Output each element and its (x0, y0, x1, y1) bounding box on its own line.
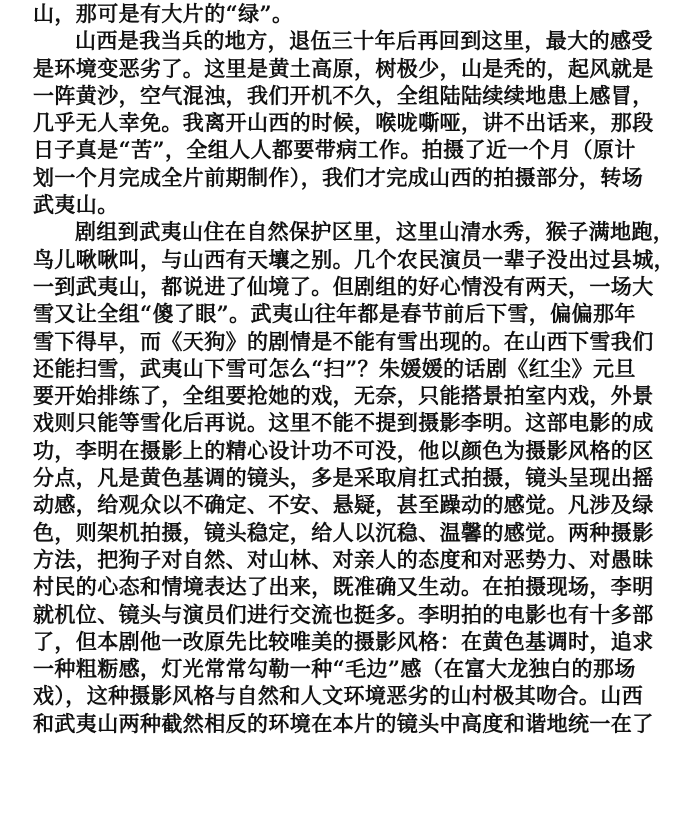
text-line: 动感，给观众以不确定、不安、悬疑，甚至躁动的感觉。凡涉及绿 (33, 492, 654, 518)
text-line: 色，则架机拍摄，镜头稳定，给人以沉稳、温馨的感觉。两种摄影 (33, 519, 654, 545)
text-line: 划一个月完成全片前期制作），我们才完成山西的拍摄部分，转场 (33, 164, 644, 190)
text-line: 雪又让全组“傻了眼”。武夷山往年都是春节前后下雪，偏偏那年 (33, 301, 636, 327)
text-line: 一阵黄沙，空气混浊，我们开机不久，全组陆陆续续地患上感冒， (33, 82, 654, 108)
text-line: 功，李明在摄影上的精心设计功不可没，他以颜色为摄影风格的区 (33, 437, 654, 463)
text-line: 剧组到武夷山住在自然保护区里，这里山清水秀，猴子满地跑， (75, 219, 675, 245)
text-line: 山西是我当兵的地方，退伍三十年后再回到这里，最大的感受 (75, 28, 653, 54)
text-line: 方法，把狗子对自然、对山林、对亲人的态度和对恶势力、对愚昧 (33, 546, 654, 572)
text-line: 了，但本剧他一改原先比较唯美的摄影风格：在黄色基调时，追求 (33, 628, 654, 654)
text-line: 雪下得早，而《天狗》的剧情是不能有雪出现的。在山西下雪我们 (33, 328, 654, 354)
text-line: 鸟儿啾啾叫，与山西有天壤之别。几个农民演员一辈子没出过县城， (33, 246, 675, 272)
text-line: 分点，凡是黄色基调的镜头，多是采取肩扛式拍摄，镜头呈现出摇 (33, 465, 654, 491)
text-line: 戏），这种摄影风格与自然和人文环境恶劣的山村极其吻合。山西 (33, 683, 644, 709)
paragraph-wuyishan (33, 218, 675, 737)
text-line: 要开始排练了，全组要抢她的戏，无奈，只能搭景拍室内戏，外景 (33, 383, 654, 409)
text-line: 是环境变恶劣了。这里是黄土高原，树极少，山是秃的，起风就是 (33, 55, 654, 81)
text-line: 一到武夷山，都说进了仙境了。但剧组的好心情没有两天，一场大 (33, 273, 654, 299)
text-line: 一种粗粝感，灯光常常勾勒一种“毛边”感（在富大龙独白的那场 (33, 656, 636, 682)
text-line: 戏则只能等雪化后再说。这里不能不提到摄影李明。这部电影的成 (33, 410, 654, 436)
text-line: 就机位、镜头与演员们进行交流也挺多。李明拍的电影也有十多部 (33, 601, 654, 627)
text-line: 山，那可是有大片的“绿”。 (33, 1, 294, 26)
paragraph-continuation (33, 0, 576, 27)
text-line: 还能扫雪，武夷山下雪可怎么“扫”？朱媛媛的话剧《红尘》元旦 (33, 355, 636, 381)
paragraph-shanxi (33, 27, 654, 218)
text-line: 武夷山。 (33, 192, 119, 218)
text-line: 和武夷山两种截然相反的环境在本片的镜头中高度和谐地统一在了 (33, 710, 654, 736)
text-line: 几乎无人幸免。我离开山西的时候，喉咙嘶哑，讲不出话来，那段 (33, 110, 654, 136)
text-line: 村民的心态和情境表达了出来，既准确又生动。在拍摄现场，李明 (33, 574, 654, 600)
text-line: 日子真是“苦”，全组人人都要带病工作。拍摄了近一个月（原计 (33, 137, 636, 163)
